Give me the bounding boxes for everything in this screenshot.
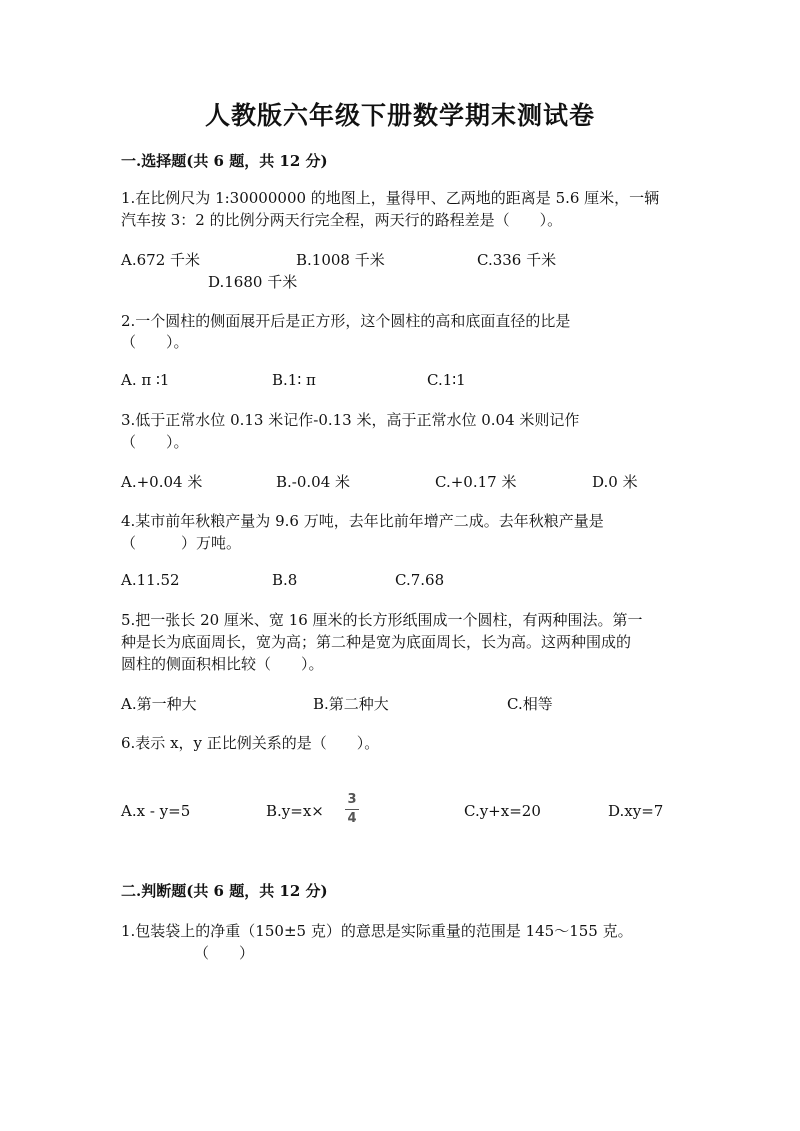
question-2-line-1: 2.一个圆柱的侧面展开后是正方形，这个圆柱的高和底面直径的比是 — [121, 312, 571, 330]
judgement-question-1-line-1: 1.包装袋上的净重（150±5 克）的意思是实际重量的范围是 145～155 克。 — [121, 922, 633, 940]
question-5-option-a: A.第一种大 — [121, 695, 197, 713]
question-2-option-b: B.1∶ π — [272, 371, 316, 389]
question-3-line-2: （ ）。 — [121, 433, 189, 451]
question-5-line-2: 种是长为底面周长，宽为高；第二种是宽为底面周长，长为高。这两种围成的 — [121, 633, 632, 651]
question-6-option-d: D.xy=7 — [608, 802, 664, 820]
question-4-line-1: 4.某市前年秋粮产量为 9.6 万吨，去年比前年增产二成。去年秋粮产量是 — [121, 512, 604, 530]
question-6-option-c: C.y+x=20 — [464, 802, 541, 820]
question-6-line-1: 6.表示 x，y 正比例关系的是（ ）。 — [121, 734, 380, 752]
question-1-line-1: 1.在比例尺为 1:30000000 的地图上，量得甲、乙两地的距离是 5.6 厘米，一辆 — [121, 189, 660, 207]
fraction-denominator: 4 — [347, 811, 357, 826]
question-1-option-b: B.1008 千米 — [296, 251, 385, 269]
question-4-option-c: C.7.68 — [395, 571, 445, 589]
question-2-option-c: C.1∶1 — [427, 371, 466, 389]
fraction-three-quarters — [343, 793, 361, 826]
question-1-option-a: A.672 千米 — [121, 251, 200, 269]
section-heading-choice: 一.选择题(共 6 题，共 12 分) — [121, 152, 328, 170]
page-title: 人教版六年级下册数学期末测试卷 — [204, 101, 595, 130]
question-5-line-1: 5.把一张长 20 厘米、宽 16 厘米的长方形纸围成一个圆柱，有两种围法。第一 — [121, 611, 643, 629]
question-2-option-a: A. π ∶1 — [121, 371, 170, 389]
question-3-option-b: B.-0.04 米 — [276, 473, 351, 491]
question-5-option-b: B.第二种大 — [313, 695, 389, 713]
question-2-line-2: （ ）。 — [121, 333, 189, 351]
question-5-option-c: C.相等 — [507, 695, 553, 713]
question-3-option-a: A.+0.04 米 — [121, 473, 203, 491]
section-heading-judgement: 二.判断题(共 6 题，共 12 分) — [121, 882, 328, 900]
question-6-option-b: B.y=x× — [266, 802, 324, 820]
fraction-bar — [345, 809, 359, 810]
question-3-line-1: 3.低于正常水位 0.13 米记作-0.13 米，高于正常水位 0.04 米则记作 — [121, 411, 580, 429]
question-1-option-c: C.336 千米 — [477, 251, 557, 269]
question-5-line-3: 圆柱的侧面积相比较（ ）。 — [121, 655, 324, 673]
question-4-option-a: A.11.52 — [121, 571, 180, 589]
question-1-option-d: D.1680 千米 — [208, 273, 298, 291]
fraction-numerator: 3 — [347, 792, 357, 807]
question-3-option-d: D.0 米 — [592, 473, 638, 491]
question-1-line-2: 汽车按 3：2 的比例分两天行完全程，两天行的路程差是（ ）。 — [121, 211, 563, 229]
question-4-line-2: （ ）万吨。 — [121, 534, 242, 552]
judgement-question-1-line-2: （ ） — [194, 944, 255, 962]
question-4-option-b: B.8 — [272, 571, 298, 589]
question-6-option-a: A.x - y=5 — [121, 802, 191, 820]
question-3-option-c: C.+0.17 米 — [435, 473, 517, 491]
